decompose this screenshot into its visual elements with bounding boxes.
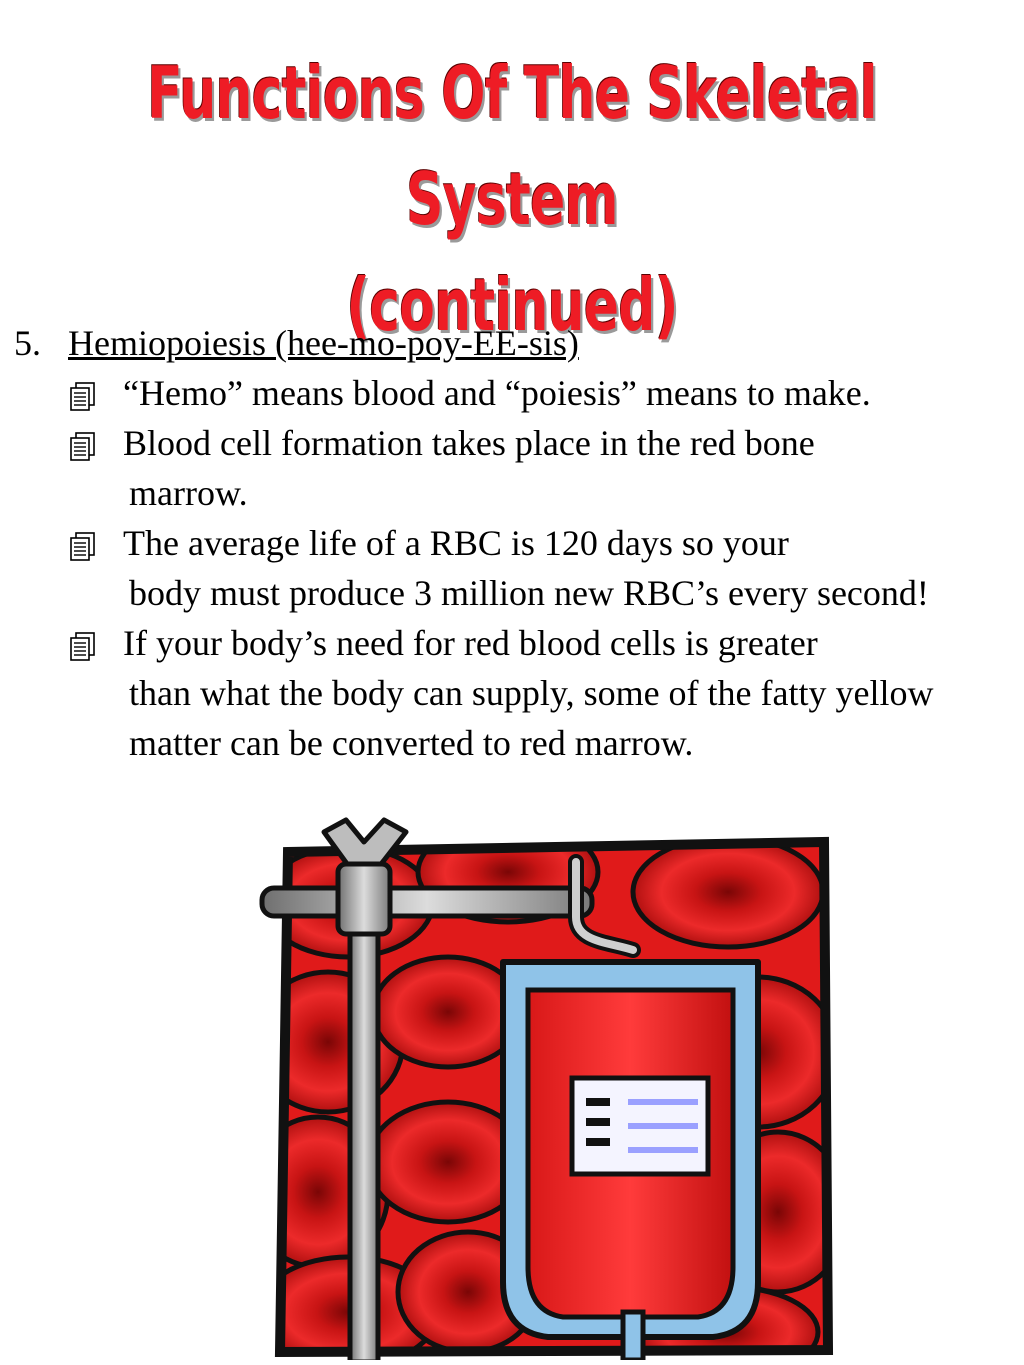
section-heading-text: Hemiopoiesis (hee-mo-poy-EE-sis) [68,323,579,363]
bullet-item [14,618,1014,768]
bullet-item [14,418,1014,518]
bullet-continuation: marrow. [129,473,248,513]
title-line-2: (continued) [346,263,678,347]
document-stack-icon [70,532,96,562]
bullet-text: Blood cell formation takes place in the red bone [123,423,815,463]
section-number: 5. [14,323,41,363]
iv-blood-bag-illustration [258,812,834,1360]
page-title [143,40,880,358]
document-stack-icon [70,432,96,462]
document-stack-icon [70,632,96,662]
section-heading [14,318,1014,368]
content-body [14,318,1014,768]
bullet-text: The average life of a RBC is 120 days so your [123,523,789,563]
bullet-continuation: than what the body can supply, some of the fatty yellow matter can be converted to red marrow. [129,673,934,763]
bullet-item [14,518,1014,618]
bullet-continuation: body must produce 3 million new RBC’s every second! [129,573,929,613]
blood-bag [503,962,758,1360]
bullet-item [14,368,1014,418]
title-line-1: Functions Of The Skeletal System [147,51,877,241]
bullet-text: If your body’s need for red blood cells is greater [123,623,818,663]
bullet-text: “Hemo” means blood and “poiesis” means to make. [123,373,871,413]
document-stack-icon [70,382,96,412]
